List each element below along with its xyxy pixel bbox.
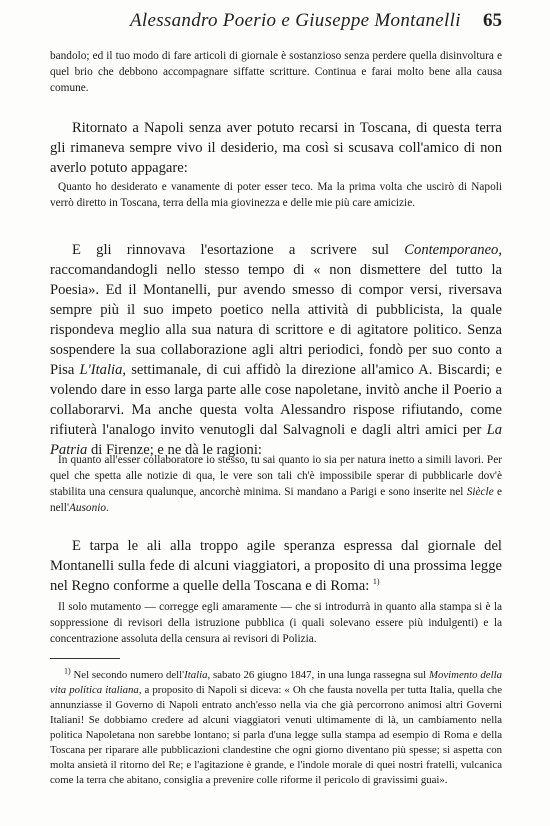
quote-mutamento: Il solo mutamento — corregge egli amaramente — che si introdurrà in quanto alla stampa si è la soppressione di revisori della istruzione pubblica (i quali solevano essere più indulgenti) e la concentrazione assoluta della censura ai revisori di Polizia. <box>50 601 502 645</box>
footnote-mark: 1) <box>64 666 71 676</box>
title-movimento: Movimento della vita politica italiana <box>50 669 502 696</box>
quote-collaborator: In quanto all'esser collaboratore io stesso, tu sai quanto io sia per natura inetto a simili lavori. Per quel che spetta alle notizie di qua, le vere son tali ch'è impossibile sperar di pubblicarle dov'è stabilita una censura qualunque, ancorchè minima. Si mandano a Parigi e sono inserite nel Siècle e nell'Ausonio. <box>50 454 502 514</box>
paragraph-contemporaneo: E gli rinnovava l'esortazione a scrivere sul Contemporaneo, raccomandandogli nello stesso tempo di « non dismettere del tutto la Poesia». Ed il Montanelli, pur avendo smesso di compor versi, riversava sempre più il suo impeto poetico nella attività di pubblicista, la quale rispondeva meglio alla sua natura di scrittore e di agitatore politico. Senza sospendere la sua collaborazione agli altri periodici, fondò per suo conto a Pisa L'Italia, settimanale, di cui affidò la direzione all'amico A. Biscardi; e volendo dare in esso larga parte alle cose napoletane, invitò anche il Poerio a collaborarvi. Ma anche questa volta Alessandro rispose rifiutando, come rifiuterà l'analogo invito venutogli dal Salvagnoli e dagli altri amici per La Patria di Firenze; e ne dà le ragioni: <box>50 242 502 458</box>
footnote: $^{1)}$ Nel secondo numero dell'Italia, sabato 26 giugno 1847, in una lunga rassegna sul Movimento della vita politica italiana, a proposito di Napoli si diceva: « Oh che fausta novella per tutta Italia, quella che annunziasse il Governo di Napoli entrato anch'esso nella via che già percorrono animosi altri Governi Italiani! Se dobbiamo credere ad alcuni viaggiatori venuti ultimamente di là, un cambiamento nella politica Napoletana non sarebbe lontano; si parla d'una legge sulla stampa ad esempio di Roma e della Toscana per riparare alle pubblicazioni clandestine che ogni giorno diventano più spesse; si aspetta con molta ansietà il ritorno del Re; e l'agitazione è grande, e l'indole morale di quei nostri fratelli, vulcanica come la terra che abitano, consiglia a prevenire colle riforme il pericolo di gravissimi guai». <box>50 666 503 786</box>
running-head <box>0 8 550 34</box>
title-ausonio: Ausonio <box>68 502 107 514</box>
paragraph-return-to-naples: Ritornato a Napoli senza aver potuto recarsi in Toscana, di questa terra gli rimaneva sempre vivo il desiderio, ma così si scusava coll'amico di non averlo potuto appagare: <box>50 120 502 176</box>
title-la-patria: La Patria <box>50 422 502 458</box>
quote-desire-tuscany: Quanto ho desiderato e vanamente di poter esser teco. Ma la prima volta che uscirò di Napoli verrò diretto in Toscana, terra della mia giovinezza e delle mie più care amicizie. <box>50 181 502 209</box>
footnote-rule <box>50 658 120 659</box>
title-contemporaneo: Contemporaneo <box>404 242 499 258</box>
paragraph-tarpa: E tarpa le ali alla troppo agile speranza espressa dal giornale del Montanelli sulla fede di alcuni viaggiatori, a proposito di una prossima legge nel Regno conforme a quelle della Toscana e di Roma: $^{1)}$ <box>50 538 502 594</box>
title-italia: L'Italia <box>79 362 123 378</box>
page-number: 65 <box>483 10 502 31</box>
footnote-reference[interactable]: 1) <box>372 577 380 587</box>
quote-continuation: bandolo; ed il tuo modo di fare articoli di giornale è sostanzioso senza perdere quella disinvoltura e quel brio che debbono accompagnare siffatte scritture. Continua e farai molto bene alla causa comune. <box>50 50 502 94</box>
title-siecle: Siècle <box>466 486 494 498</box>
running-title: Alessandro Poerio e Giuseppe Montanelli <box>130 10 461 31</box>
title-italia-footnote: Italia <box>184 669 208 681</box>
